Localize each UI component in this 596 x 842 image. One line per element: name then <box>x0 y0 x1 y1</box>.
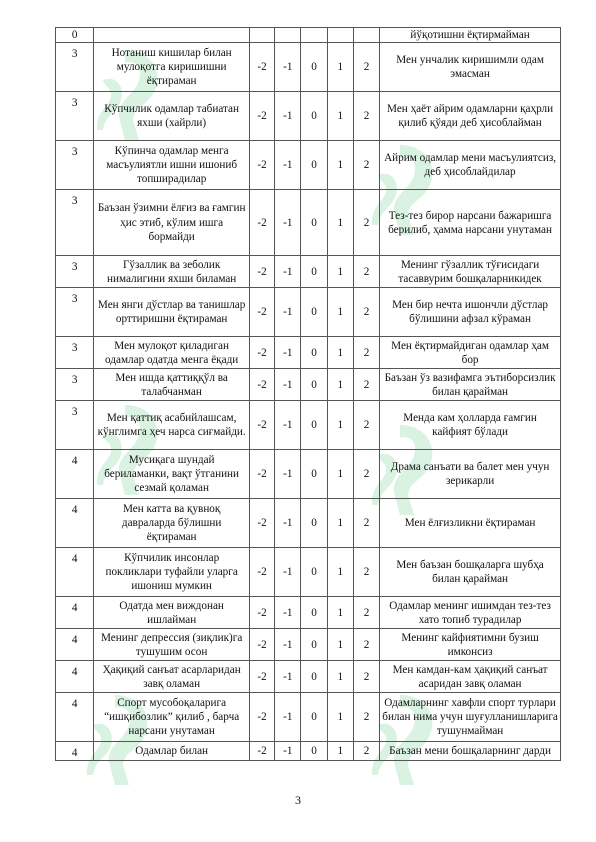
right-statement: Мен унчалик киришимли одам эмасман <box>380 43 561 92</box>
scale-option[interactable]: 1 <box>327 401 353 450</box>
left-statement: Ҳақиқий санъат асарларидан завқ оламан <box>94 661 250 693</box>
scale-option[interactable]: -2 <box>249 256 274 288</box>
row-number: 3 <box>56 43 94 92</box>
left-statement: Мен мулоқот қиладиган одамлар одатда менга ёқади <box>94 337 250 369</box>
scale-option[interactable]: 2 <box>353 288 379 337</box>
scale-option[interactable]: 1 <box>327 597 353 629</box>
scale-option[interactable]: 2 <box>353 661 379 693</box>
right-statement: Мен бир нечта ишончли дўстлар бўлишини афзал кўраман <box>380 288 561 337</box>
table-row <box>56 92 561 141</box>
scale-option[interactable]: 2 <box>353 499 379 548</box>
table-row <box>56 288 561 337</box>
row-number: 3 <box>56 288 94 337</box>
table-row <box>56 43 561 92</box>
scale-option[interactable]: -1 <box>275 141 301 190</box>
scale-option[interactable]: -2 <box>249 661 274 693</box>
row-number: 3 <box>56 92 94 141</box>
right-statement: Менинг кайфиятимни бузиш имконсиз <box>380 629 561 661</box>
table-row <box>56 661 561 693</box>
scale-option[interactable]: -2 <box>249 499 274 548</box>
scale-option[interactable]: 1 <box>327 369 353 401</box>
left-statement: Баъзан ўзимни ёлғиз ва ғамгин ҳис этиб, кўлим ишга бормайди <box>94 190 250 256</box>
table-row <box>56 742 561 761</box>
scale-option[interactable]: 1 <box>327 661 353 693</box>
scale-option[interactable]: -2 <box>249 92 274 141</box>
row-number: 0 <box>56 28 94 43</box>
scale-option[interactable]: -1 <box>275 693 301 742</box>
right-statement: Одамлар менинг ишимдан тез-тез хато топиб турадилар <box>380 597 561 629</box>
scale-option[interactable]: 0 <box>301 450 327 499</box>
right-statement: Баъзан мени бошқаларнинг дарди <box>380 742 561 761</box>
left-statement: Мен қаттиқ асабийлашсам, кўнглимга ҳеч нарса сиғмайди. <box>94 401 250 450</box>
scale-option[interactable]: 0 <box>301 401 327 450</box>
scale-option[interactable]: 0 <box>301 337 327 369</box>
scale-option[interactable]: 1 <box>327 256 353 288</box>
scale-option[interactable]: 0 <box>301 597 327 629</box>
right-statement: Мен баъзан бошқаларга шубҳа билан қарайман <box>380 548 561 597</box>
scale-option[interactable]: 2 <box>353 43 379 92</box>
scale-option[interactable]: -1 <box>275 337 301 369</box>
scale-option[interactable]: -1 <box>275 597 301 629</box>
scale-option[interactable]: -1 <box>275 288 301 337</box>
scale-option[interactable] <box>327 28 353 43</box>
left-statement: Мен янги дўстлар ва танишлар орттиришни ёқтираман <box>94 288 250 337</box>
row-number: 3 <box>56 190 94 256</box>
scale-option[interactable]: -2 <box>249 337 274 369</box>
scale-option[interactable]: 1 <box>327 337 353 369</box>
scale-option[interactable]: 0 <box>301 288 327 337</box>
right-statement: Менда кам ҳолларда ғамгин кайфият бўлади <box>380 401 561 450</box>
table-row <box>56 369 561 401</box>
scale-option[interactable]: 1 <box>327 693 353 742</box>
survey-table <box>55 27 561 761</box>
table-row <box>56 499 561 548</box>
scale-option[interactable]: 2 <box>353 92 379 141</box>
row-number: 4 <box>56 742 94 761</box>
right-statement: Мен камдан-кам ҳақиқий санъат асаридан завқ оламан <box>380 661 561 693</box>
table-row <box>56 450 561 499</box>
scale-option[interactable]: 0 <box>301 369 327 401</box>
scale-option[interactable]: 2 <box>353 190 379 256</box>
right-statement: Менинг гўзаллик тўғисидаги тасаввурим бошқаларникидек <box>380 256 561 288</box>
left-statement: Одатда мен виждонан ишлайман <box>94 597 250 629</box>
scale-option[interactable]: 0 <box>301 661 327 693</box>
scale-option[interactable]: 2 <box>353 742 379 761</box>
row-number: 4 <box>56 693 94 742</box>
row-number: 4 <box>56 597 94 629</box>
table-row <box>56 693 561 742</box>
left-statement: Менинг депрессия (зиқлик)га тушушим осон <box>94 629 250 661</box>
scale-option[interactable]: -2 <box>249 450 274 499</box>
table-row <box>56 597 561 629</box>
scale-option[interactable] <box>275 28 301 43</box>
scale-option[interactable]: -2 <box>249 629 274 661</box>
scale-option[interactable]: -1 <box>275 661 301 693</box>
survey-table-body <box>56 28 561 761</box>
row-number: 4 <box>56 450 94 499</box>
scale-option[interactable]: 2 <box>353 597 379 629</box>
scale-option[interactable]: 0 <box>301 629 327 661</box>
scale-option[interactable]: -1 <box>275 401 301 450</box>
row-number: 3 <box>56 369 94 401</box>
left-statement: Мусиқага шундай бериламанки, вақт ўтганини сезмай қоламан <box>94 450 250 499</box>
scale-option[interactable]: -2 <box>249 693 274 742</box>
scale-option[interactable]: 0 <box>301 190 327 256</box>
table-row <box>56 401 561 450</box>
scale-option[interactable]: -1 <box>275 629 301 661</box>
row-number: 3 <box>56 337 94 369</box>
scale-option[interactable]: -2 <box>249 288 274 337</box>
left-statement: Нотаниш кишилар билан мулоқотга киришишни ёқтираман <box>94 43 250 92</box>
scale-option[interactable]: 2 <box>353 141 379 190</box>
scale-option[interactable]: 1 <box>327 190 353 256</box>
table-row <box>56 337 561 369</box>
table-row <box>56 28 561 43</box>
row-number: 3 <box>56 256 94 288</box>
scale-option[interactable]: 0 <box>301 92 327 141</box>
table-row <box>56 190 561 256</box>
left-statement <box>94 28 250 43</box>
scale-option[interactable]: -1 <box>275 190 301 256</box>
scale-option[interactable]: -1 <box>275 450 301 499</box>
table-row <box>56 141 561 190</box>
scale-option[interactable]: -2 <box>249 43 274 92</box>
scale-option[interactable]: -1 <box>275 548 301 597</box>
scale-option[interactable]: 2 <box>353 548 379 597</box>
scale-option[interactable]: 1 <box>327 742 353 761</box>
scale-option[interactable]: 0 <box>301 141 327 190</box>
right-statement: Баъзан ўз вазифамга эътиборсизлик билан қарайман <box>380 369 561 401</box>
scale-option[interactable]: 1 <box>327 629 353 661</box>
left-statement: Спорт мусобоқаларига “ишқибозлик” қилиб , барча нарсани унутаман <box>94 693 250 742</box>
left-statement: Кўпчилик инсонлар покликлари туфайли уларга ишониш мумкин <box>94 548 250 597</box>
scale-option[interactable]: -1 <box>275 499 301 548</box>
right-statement: Одамларнинг хавфли спорт турлари билан нима учун шуғулланишларига тушунмайман <box>380 693 561 742</box>
scale-option[interactable]: -2 <box>249 401 274 450</box>
scale-option[interactable]: 0 <box>301 256 327 288</box>
scale-option[interactable] <box>301 28 327 43</box>
scale-option[interactable]: 2 <box>353 693 379 742</box>
scale-option[interactable]: 1 <box>327 141 353 190</box>
right-statement: йўқотишни ёқтирмайман <box>380 28 561 43</box>
scale-option[interactable]: -1 <box>275 256 301 288</box>
scale-option[interactable]: -1 <box>275 43 301 92</box>
left-statement: Кўпинча одамлар менга масъулиятли ишни ишониб топширадилар <box>94 141 250 190</box>
right-statement: Мен ёқтирмайдиган одамлар ҳам бор <box>380 337 561 369</box>
scale-option[interactable]: 1 <box>327 548 353 597</box>
scale-option[interactable] <box>249 28 274 43</box>
scale-option[interactable]: -2 <box>249 742 274 761</box>
scale-option[interactable]: -2 <box>249 190 274 256</box>
left-statement: Одамлар билан <box>94 742 250 761</box>
scale-option[interactable]: 1 <box>327 499 353 548</box>
row-number: 4 <box>56 661 94 693</box>
scale-option[interactable]: 2 <box>353 629 379 661</box>
scale-option[interactable]: 1 <box>327 92 353 141</box>
scale-option[interactable]: 1 <box>327 43 353 92</box>
row-number: 3 <box>56 401 94 450</box>
scale-option[interactable]: -1 <box>275 742 301 761</box>
scale-option[interactable]: 2 <box>353 450 379 499</box>
scale-option[interactable]: -1 <box>275 369 301 401</box>
scale-option[interactable]: -2 <box>249 141 274 190</box>
page-number: 3 <box>295 793 301 807</box>
scale-option[interactable]: 0 <box>301 499 327 548</box>
scale-option[interactable]: 2 <box>353 401 379 450</box>
table-row <box>56 548 561 597</box>
right-statement: Тез-тез бирор нарсани бажаришга берилиб, ҳамма нарсани унутаман <box>380 190 561 256</box>
right-statement: Мен ёлғизликни ёқтираман <box>380 499 561 548</box>
left-statement: Мен катта ва қувноқ давраларда бўлишни ёқтираман <box>94 499 250 548</box>
scale-option[interactable]: 0 <box>301 742 327 761</box>
left-statement: Кўпчилик одамлар табиатан яхши (хайрли) <box>94 92 250 141</box>
scale-option[interactable]: 0 <box>301 693 327 742</box>
scale-option[interactable]: -2 <box>249 597 274 629</box>
table-row <box>56 256 561 288</box>
scale-option[interactable] <box>353 28 379 43</box>
scale-option[interactable]: 1 <box>327 288 353 337</box>
scale-option[interactable]: 0 <box>301 43 327 92</box>
row-number: 4 <box>56 629 94 661</box>
row-number: 4 <box>56 499 94 548</box>
scale-option[interactable]: -1 <box>275 92 301 141</box>
right-statement: Мен ҳаёт айрим одамларни қаҳрли қилиб қўяди деб ҳисоблайман <box>380 92 561 141</box>
scale-option[interactable]: 2 <box>353 256 379 288</box>
left-statement: Мен ишда қаттиққўл ва талабчанман <box>94 369 250 401</box>
scale-option[interactable]: -2 <box>249 548 274 597</box>
right-statement: Драма санъати ва балет мен учун зерикарли <box>380 450 561 499</box>
right-statement: Айрим одамлар мени масъулиятсиз, деб ҳисоблайдилар <box>380 141 561 190</box>
scale-option[interactable]: 1 <box>327 450 353 499</box>
row-number: 4 <box>56 548 94 597</box>
scale-option[interactable]: 2 <box>353 337 379 369</box>
scale-option[interactable]: 0 <box>301 548 327 597</box>
table-row <box>56 629 561 661</box>
row-number: 3 <box>56 141 94 190</box>
scale-option[interactable]: 2 <box>353 369 379 401</box>
scale-option[interactable]: -2 <box>249 369 274 401</box>
left-statement: Гўзаллик ва зеболик нималигини яхши биламан <box>94 256 250 288</box>
